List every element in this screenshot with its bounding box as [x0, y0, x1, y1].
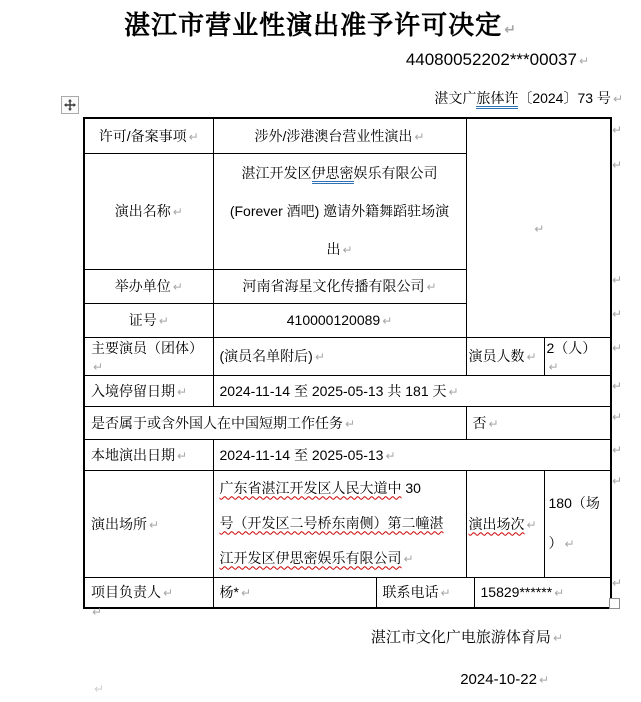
cell-phone-label[interactable]: [376, 577, 474, 608]
end-of-row-mark: ↵: [612, 443, 623, 457]
performer-count-label: 演员人数: [468, 348, 525, 364]
short-term-label: 是否属于或含外国人在中国短期工作任务: [91, 414, 343, 431]
organizer-label: 举办单位: [114, 278, 171, 294]
cell-mark: ↵: [526, 350, 537, 364]
cell-mark: ↵: [93, 360, 104, 374]
cell-organizer-value[interactable]: [213, 269, 466, 303]
cell-performers-label[interactable]: [84, 337, 213, 375]
cell-mark: ↵: [188, 129, 199, 144]
sessions-value-part: ）: [548, 535, 563, 551]
table-move-handle[interactable]: [61, 96, 79, 114]
end-of-row-mark: ↵: [612, 474, 623, 488]
cell-mark: ↵: [240, 586, 252, 601]
end-of-row-mark: ↵: [612, 341, 623, 355]
certificate-label: 证号: [128, 312, 157, 328]
cell-short-term-value[interactable]: [466, 406, 611, 439]
table-resize-handle[interactable]: [609, 598, 620, 609]
cell-mark: ↵: [172, 280, 183, 294]
performance-name-line2: (Forever 酒吧) 邀请外籍舞蹈驻场演: [229, 202, 450, 219]
cell-mark: ↵: [158, 314, 169, 328]
reference-suffix: 〔2024〕73 号: [518, 90, 611, 106]
end-of-row-mark: ↵: [612, 123, 623, 137]
manager-value: 杨*: [219, 584, 239, 601]
issuer-name: 湛江市文化广电旅游体育局: [370, 629, 551, 646]
cell-mark: ↵: [548, 360, 559, 374]
permit-table: [83, 117, 612, 609]
cell-organizer-label[interactable]: [84, 269, 213, 303]
certificate-value: 410000120089: [286, 312, 381, 328]
performance-name-line1: [220, 154, 460, 192]
cell-mark: ↵: [177, 448, 188, 463]
performance-name-part: 娱乐有限公司: [353, 164, 438, 181]
table-move-icon: [64, 99, 76, 111]
cell-short-term-label[interactable]: [84, 406, 466, 439]
paragraph-mark: ↵: [578, 54, 589, 68]
cell-mark: ↵: [177, 384, 188, 399]
paragraph-mark: ↵: [538, 673, 549, 687]
cell-manager-value[interactable]: [213, 577, 376, 608]
cell-certificate-value[interactable]: [213, 303, 466, 337]
cell-mark: ↵: [149, 517, 160, 532]
cell-sessions-value[interactable]: [544, 470, 611, 577]
phone-value: 15829******: [480, 584, 553, 601]
cell-mark: ↵: [554, 586, 565, 601]
venue-label: 演出场所: [91, 515, 147, 532]
cell-certificate-label[interactable]: [84, 303, 213, 337]
sessions-value-line2: [549, 523, 607, 564]
issue-date: 2024-10-22: [460, 671, 537, 688]
cell-mark: ↵: [414, 129, 425, 144]
reference-number-row: [0, 88, 641, 108]
bottom-paragraph-mark: ↵: [94, 682, 105, 696]
cell-mark: ↵: [314, 350, 325, 364]
cell-mark: ↵: [382, 314, 393, 328]
cell-venue-label[interactable]: [84, 470, 213, 577]
performance-name-part: 湛江开发区: [241, 164, 312, 181]
end-of-row-mark: ↵: [612, 273, 623, 287]
performance-name-line3: [220, 230, 460, 269]
cell-mark: ↵: [440, 586, 451, 601]
venue-line1: [220, 471, 460, 506]
cell-manager-label[interactable]: [84, 577, 213, 608]
sessions-value-line1: 180（场: [548, 495, 600, 511]
performer-count-value: 2（人）: [546, 340, 597, 356]
cell-mark: ↵: [403, 551, 414, 566]
paragraph-mark: ↵: [612, 92, 623, 106]
paragraph-mark: ↵: [92, 605, 103, 619]
cell-performance-name-label[interactable]: [84, 153, 213, 269]
local-dates-label: 本地演出日期: [91, 446, 175, 463]
reference-proofing-marked: 旅体许: [476, 90, 518, 109]
cell-license-item-label[interactable]: [84, 118, 213, 153]
license-item-value: 涉外/涉港澳台营业性演出: [254, 127, 413, 144]
cell-mark: ↵: [564, 537, 575, 551]
cell-phone-value[interactable]: [474, 577, 611, 608]
organizer-value: 河南省海星文化传播有限公司: [242, 278, 425, 294]
end-of-row-mark: ↵: [612, 158, 623, 172]
end-of-row-mark: ↵: [612, 379, 623, 393]
cell-performer-count-label[interactable]: [466, 337, 544, 375]
end-of-row-mark: ↵: [612, 410, 623, 424]
short-term-value: 否: [472, 414, 487, 431]
venue-proofing-marked: 广东省湛江开发区人民大道中: [219, 479, 402, 496]
cell-performers-value[interactable]: [213, 337, 466, 375]
end-of-row-mark: ↵: [612, 576, 623, 590]
cell-mark: ↵: [534, 221, 545, 236]
paragraph-mark: ↵: [504, 22, 517, 38]
cell-mark: ↵: [488, 416, 499, 431]
cell-license-item-value[interactable]: [213, 118, 466, 153]
entry-stay-value: 2024-11-14 至 2025-05-13 共 181 天: [219, 382, 447, 399]
phone-label: 联系电话: [382, 584, 439, 601]
performance-name-part: 出: [326, 240, 341, 257]
venue-proofing-marked: 江开发区伊思密娱乐有限公司: [219, 549, 402, 566]
cell-mark: ↵: [526, 517, 537, 532]
venue-line3: [220, 541, 460, 577]
page-title: 湛江市营业性演出准予许可决定: [124, 10, 503, 40]
venue-line2: 号（开发区二号桥东南侧）第二幢湛: [219, 514, 444, 531]
reference-prefix: 湛文广: [434, 90, 477, 106]
cell-mark: ↵: [342, 242, 353, 257]
cell-entry-stay-label[interactable]: [84, 375, 213, 406]
document-number: 44080052202***00037: [405, 50, 577, 69]
cell-sessions-label[interactable]: [466, 470, 544, 577]
performers-label: 主要演员（团体）: [91, 340, 203, 356]
cell-entry-stay-value[interactable]: [213, 375, 611, 406]
venue-part: 30: [405, 479, 421, 496]
title-row: [0, 5, 641, 42]
cell-mark: ↵: [448, 384, 459, 399]
sessions-label: 演出场次: [468, 515, 525, 532]
manager-label: 项目负责人: [91, 584, 161, 601]
cell-venue-value[interactable]: [213, 470, 466, 577]
performance-name-proofing-marked: 伊思密: [312, 165, 354, 184]
issuer-row: [0, 626, 641, 647]
cell-performance-name-value[interactable]: [213, 153, 466, 269]
cell-local-dates-value[interactable]: [213, 439, 611, 470]
document-number-row: [0, 50, 641, 70]
performers-value: (演员名单附后): [219, 348, 313, 364]
cell-empty-merged[interactable]: [466, 118, 611, 337]
after-table-paragraph: [90, 603, 102, 621]
cell-mark: ↵: [345, 416, 356, 431]
performance-name-label: 演出名称: [114, 203, 171, 219]
cell-mark: ↵: [385, 448, 396, 463]
license-item-label: 许可/备案事项: [98, 127, 187, 144]
end-of-row-mark: ↵: [612, 307, 623, 321]
entry-stay-label: 入境停留日期: [91, 382, 175, 399]
local-dates-value: 2024-11-14 至 2025-05-13: [219, 446, 384, 463]
paragraph-mark: ↵: [552, 631, 563, 645]
cell-mark: ↵: [163, 586, 174, 601]
cell-performer-count-value[interactable]: [544, 337, 611, 375]
cell-mark: ↵: [172, 205, 183, 219]
cell-mark: ↵: [426, 280, 437, 294]
cell-local-dates-label[interactable]: [84, 439, 213, 470]
